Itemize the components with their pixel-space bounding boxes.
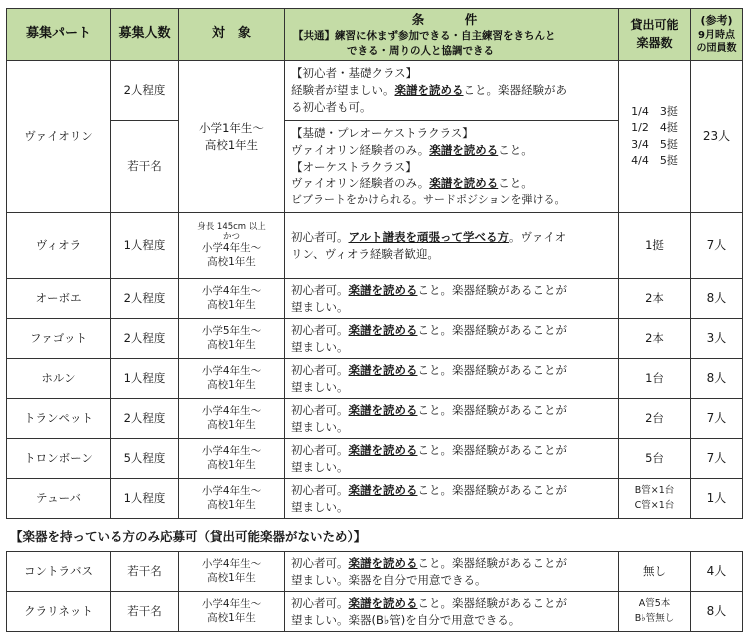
viola-members: 7人 xyxy=(691,213,743,279)
viola-count: 1人程度 xyxy=(111,213,179,279)
violin-cond-b: 【基礎・プレオーケストラクラス】 ヴァイオリン経験者のみ。楽譜を読めること。 【オーケストラクラス】 ヴァイオリン経験者のみ。楽譜を読めること。 ビブラートをかけられる。サードポジションを弾ける。 xyxy=(285,121,619,213)
header-members-line1: (参考) xyxy=(700,14,733,28)
header-loan xyxy=(619,9,691,61)
own-instrument-part: コントラバス xyxy=(7,552,111,592)
instrument-count: 2人程度 xyxy=(111,279,179,319)
header-count: 募集人数 xyxy=(111,9,179,61)
own-instrument-members: 4人 xyxy=(691,552,743,592)
viola-cond: 初心者可。アルト譜表を頑張って学べる方。ヴァイオ リン、ヴィオラ経験者歓迎。 xyxy=(285,213,619,279)
violin-loan: 1/4 3挺 1/2 4挺 3/4 5挺 4/4 5挺 xyxy=(619,61,691,213)
header-loan-line1: 貸出可能 xyxy=(630,18,679,33)
own-instrument-members: 8人 xyxy=(691,592,743,632)
table-row xyxy=(7,552,743,592)
instrument-part: オーボエ xyxy=(7,279,111,319)
instrument-cond: 初心者可。楽譜を読めること。楽器経験があることが 望ましい。 xyxy=(285,279,619,319)
instrument-part: トランペット xyxy=(7,399,111,439)
instrument-members: 3人 xyxy=(691,319,743,359)
viola-loan: 1挺 xyxy=(619,213,691,279)
instrument-members: 8人 xyxy=(691,359,743,399)
instrument-count: 5人程度 xyxy=(111,439,179,479)
instrument-loan: 5台 xyxy=(619,439,691,479)
header-part: 募集パート xyxy=(7,9,111,61)
own-instrument-loan: 無し xyxy=(619,552,691,592)
instrument-cond: 初心者可。楽譜を読めること。楽器経験があることが 望ましい。 xyxy=(285,439,619,479)
violin-members: 23人 xyxy=(691,61,743,213)
table-row xyxy=(7,399,743,439)
violin-cond-a-line1: 【初心者・基礎クラス】 xyxy=(291,66,418,81)
instrument-part: ホルン xyxy=(7,359,111,399)
instrument-members: 8人 xyxy=(691,279,743,319)
instrument-part: トロンボーン xyxy=(7,439,111,479)
instrument-cond: 初心者可。楽譜を読めること。楽器経験があることが 望ましい。 xyxy=(285,319,619,359)
header-members-line2: 9月時点 xyxy=(698,29,735,41)
instrument-members: 7人 xyxy=(691,399,743,439)
instrument-count: 1人程度 xyxy=(111,359,179,399)
header-row xyxy=(7,9,743,61)
violin-part: ヴァイオリン xyxy=(7,61,111,213)
section2-title: 【楽器を持っている方のみ応募可（貸出可能楽器がないため）】 xyxy=(10,529,367,544)
instrument-loan: 2本 xyxy=(619,319,691,359)
instrument-target: 小学4年生～ 高校1年生 xyxy=(179,279,285,319)
table-row xyxy=(7,439,743,479)
violin-count-a: 2人程度 xyxy=(111,61,179,121)
instrument-part: ファゴット xyxy=(7,319,111,359)
own-instrument-cond: 初心者可。楽譜を読めること。楽器経験があることが 望ましい。楽器を自分で用意できる。 xyxy=(285,552,619,592)
violin-target-text: 小学1年生～ 高校1年生 xyxy=(199,120,264,152)
instrument-cond: 初心者可。楽譜を読めること。楽器経験があることが 望ましい。 xyxy=(285,399,619,439)
rows2-body xyxy=(7,552,743,632)
viola-target: 身長 145cm 以上 かつ 小学4年生～ 高校1年生 xyxy=(179,213,285,279)
instrument-target: 小学4年生～ 高校1年生 xyxy=(179,479,285,519)
instrument-count: 1人程度 xyxy=(111,479,179,519)
violin-cond-a-line3: る初心者も可。 xyxy=(291,99,372,114)
viola-part: ヴィオラ xyxy=(7,213,111,279)
instrument-loan: 1台 xyxy=(619,359,691,399)
rows-body xyxy=(7,279,743,519)
violin-target xyxy=(179,61,285,213)
instrument-count: 2人程度 xyxy=(111,399,179,439)
table-row xyxy=(7,592,743,632)
header-conditions-title: 条 件 xyxy=(411,12,492,28)
bring-own-table xyxy=(6,551,743,632)
table-row-violin-a xyxy=(7,61,743,121)
header-conditions-common-1: 【共通】練習に休まず参加できる・自主練習をきちんと xyxy=(293,30,556,43)
header-members xyxy=(691,9,743,61)
header-members-line3: の団員数 xyxy=(696,42,737,54)
recruitment-table xyxy=(6,8,743,519)
own-instrument-cond: 初心者可。楽譜を読めること。楽器経験があることが 望ましい。楽器(B♭管)を自分で用意できる。 xyxy=(285,592,619,632)
instrument-target: 小学4年生～ 高校1年生 xyxy=(179,399,285,439)
table-row xyxy=(7,319,743,359)
header-target: 対 象 xyxy=(179,9,285,61)
own-instrument-target: 小学4年生～ 高校1年生 xyxy=(179,592,285,632)
instrument-loan: 2本 xyxy=(619,279,691,319)
instrument-count: 2人程度 xyxy=(111,319,179,359)
instrument-members: 7人 xyxy=(691,439,743,479)
violin-cond-a xyxy=(285,61,619,121)
header-loan-line2: 楽器数 xyxy=(636,35,673,50)
instrument-target: 小学4年生～ 高校1年生 xyxy=(179,359,285,399)
instrument-members: 1人 xyxy=(691,479,743,519)
instrument-cond: 初心者可。楽譜を読めること。楽器経験があることが 望ましい。 xyxy=(285,359,619,399)
table-row xyxy=(7,359,743,399)
own-instrument-count: 若干名 xyxy=(111,552,179,592)
own-instrument-loan: A管5本 B♭管無し xyxy=(619,592,691,632)
instrument-target: 小学5年生～ 高校1年生 xyxy=(179,319,285,359)
instrument-cond: 初心者可。楽譜を読めること。楽器経験があることが 望ましい。 xyxy=(285,479,619,519)
own-instrument-target: 小学4年生～ 高校1年生 xyxy=(179,552,285,592)
table-row xyxy=(7,279,743,319)
header-conditions xyxy=(285,9,619,61)
violin-cond-a-line2: 経験者が望ましい。楽譜を読めること。楽器経験があ xyxy=(291,83,567,98)
own-instrument-count: 若干名 xyxy=(111,592,179,632)
table-row-viola xyxy=(7,213,743,279)
table-row xyxy=(7,479,743,519)
header-conditions-common-2: できる・周りの人と協調できる xyxy=(347,44,494,57)
instrument-target: 小学4年生～ 高校1年生 xyxy=(179,439,285,479)
instrument-loan: B管×1台 C管×1台 xyxy=(619,479,691,519)
own-instrument-part: クラリネット xyxy=(7,592,111,632)
instrument-part: テューバ xyxy=(7,479,111,519)
instrument-loan: 2台 xyxy=(619,399,691,439)
violin-count-b: 若干名 xyxy=(111,121,179,213)
